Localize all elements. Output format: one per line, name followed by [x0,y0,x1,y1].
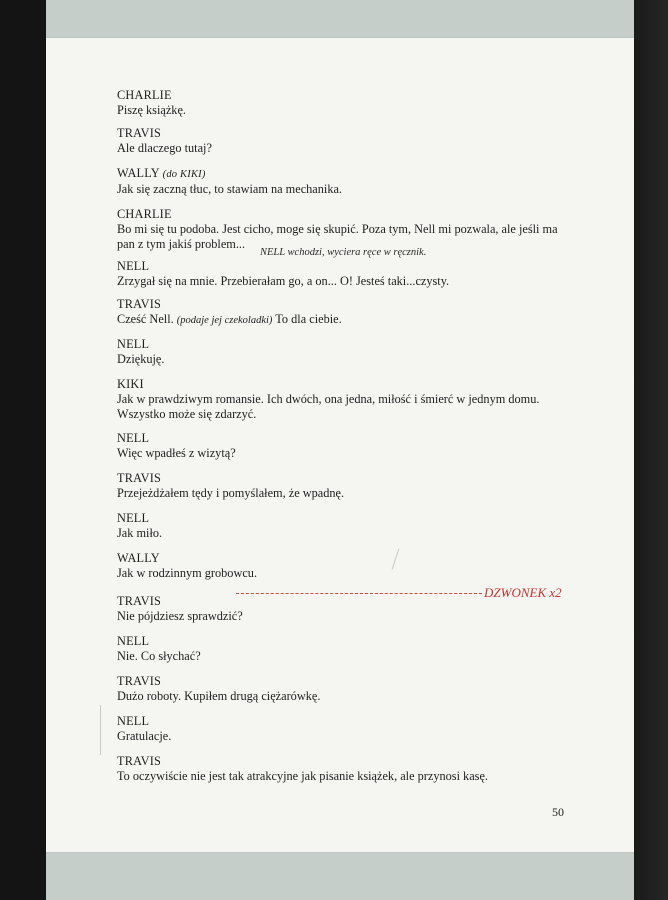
dialogue-block [117,511,162,541]
dialogue-text: Piszę książkę. [117,103,186,117]
speaker-name: NELL [117,431,150,445]
sound-cue-text: DZWONEK x2 [484,585,562,601]
speaker-name: CHARLIE [117,207,172,221]
dialogue-text: Dużo roboty. Kupiłem drugą ciężarówkę. [117,689,321,703]
sound-cue-annotation [236,584,569,601]
dialogue-block [117,88,186,118]
speaker-name: TRAVIS [117,594,162,608]
dialogue-block [117,594,243,624]
cue-dashed-line [236,593,482,594]
speaker-name: KIKI [117,377,144,391]
speaker-name: NELL [117,511,150,525]
pencil-mark [100,705,101,755]
dialogue-text: To oczywiście nie jest tak atrakcyjne jak pisanie książek, ale przynosi kasę. [117,769,488,783]
dialogue-text: Dziękuję. [117,352,165,366]
speaker-name: TRAVIS [117,126,162,140]
parenthetical: (podaje jej czekoladki) [176,315,273,326]
dialogue-block [117,754,488,784]
dialogue-text: Nie pójdziesz sprawdzić? [117,609,243,623]
scan-border-right [634,0,668,900]
speaker-name: NELL [117,337,150,351]
dialogue-block [117,377,565,422]
dialogue-block [117,207,565,252]
dialogue-block [117,714,171,744]
page-number: 50 [552,805,564,819]
dialogue-text: Zrzygał się na mnie. Przebierałam go, a on... O! Jesteś taki...czysty. [117,274,450,288]
scan-border-left [0,0,46,900]
dialogue-block [117,297,342,328]
dialogue-block [117,551,257,581]
dialogue-block [117,471,344,501]
dialogue-text: Jak się zaczną tłuc, to stawiam na mechanika. [117,182,343,196]
dialogue-text: Gratulacje. [117,729,172,743]
dialogue-block [117,126,212,156]
dialogue-text: Więc wpadłeś z wizytą? [117,446,236,460]
speaker-name: TRAVIS [117,297,162,311]
speaker-name: WALLY [117,166,160,180]
dialogue-text: Cześć Nell. [117,312,174,326]
speaker-name: WALLY [117,551,160,565]
dialogue-text: Jak w prawdziwym romansie. Ich dwóch, ona jedna, miłość i śmierć w jednym domu. Wszystko może się zdarzyć. [117,392,540,421]
dialogue-text: To dla ciebie. [275,312,342,326]
dialogue-text: Jak miło. [117,526,163,540]
dialogue-text: Nie. Co słychać? [117,649,201,663]
parenthetical: (do KIKI) [162,169,206,180]
dialogue-block [117,259,449,289]
dialogue-text: Przejeżdżałem tędy i pomyślałem, że wpadnę. [117,486,345,500]
scan-margin-top [46,0,634,38]
speaker-name: NELL [117,259,150,273]
dialogue-block [117,634,201,664]
dialogue-block [117,674,320,704]
speaker-name: NELL [117,714,150,728]
speaker-name: TRAVIS [117,674,162,688]
dialogue-block [117,166,342,197]
stage-direction: NELL wchodzi, wyciera ręce w ręcznik. [260,247,427,258]
speaker-name: NELL [117,634,150,648]
speaker-name: TRAVIS [117,754,162,768]
dialogue-text: Ale dlaczego tutaj? [117,141,212,155]
scan-margin-bottom [46,852,634,900]
speaker-name: TRAVIS [117,471,162,485]
dialogue-block [117,337,164,367]
dialogue-block [117,431,236,461]
dialogue-text: Bo mi się tu podoba. Jest cicho, moge się skupić. Poza tym, Nell mi pozwala, ale jeśli ma pan z tym jakiś problem... [117,222,558,251]
dialogue-text: Jak w rodzinnym grobowcu. [117,566,258,580]
speaker-name: CHARLIE [117,88,172,102]
